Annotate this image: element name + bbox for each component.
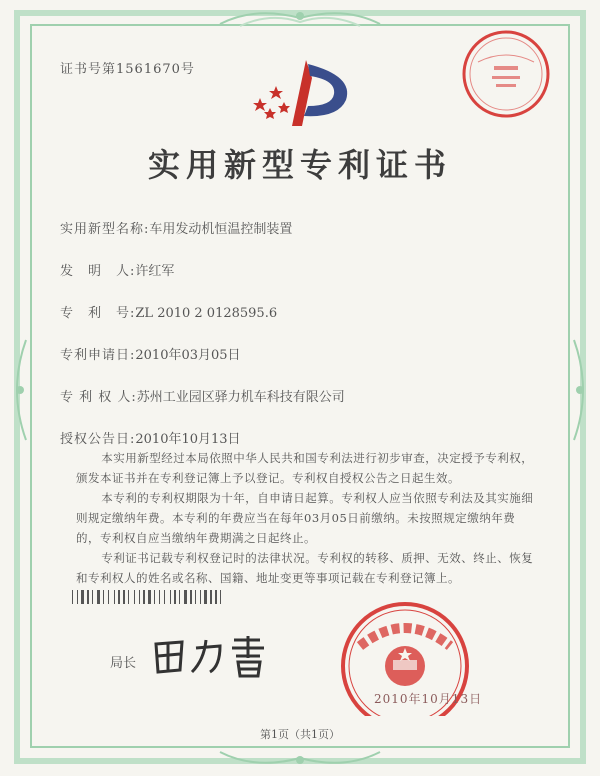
bottom-ornament [210,746,390,770]
field-value: 许红军 [135,264,175,279]
right-ornament [568,330,592,450]
field-label: 实用新型名称: [60,222,150,237]
field-label: 专利申请日: [60,348,136,363]
barcode-icon [72,590,262,604]
certificate-title: 实用新型专利证书 [147,146,452,184]
body-paragraph-1: 本实用新型经过本局依照中华人民共和国专利法进行初步审查，决定授予专利权，颁发本证书并在专利登记簿上予以登记。专利权自授权公告之日起生效。 [76,451,534,485]
field-value: 2010年10月13日 [135,432,241,447]
top-seal-icon [458,26,554,122]
body-paragraph-2: 本专利的专利权期限为十年，自申请日起算。专利权人应当依照专利法及其实施细则规定缴纳年费。本专利的年费应当在每年03月05日前缴纳。未按照规定缴纳年费的，专利权自应当缴纳年费期满之日起终止。 [76,491,534,545]
field-patentee [60,386,345,405]
field-label: 授权公告日: [60,432,136,447]
page-footer: 第1页（共1页） [260,728,340,741]
director-signature-icon [148,630,278,680]
director-label: 局长 [110,656,137,671]
field-label: 专 利 权 人: [60,390,137,405]
top-ornament [210,6,390,30]
field-label: 专 利 号: [60,306,136,321]
certificate-number: 证书号第1561670号 [60,62,195,77]
field-label: 发 明 人: [60,264,136,279]
field-utility-name [60,218,292,237]
sipo-logo-icon [246,56,356,134]
field-value: 2010年03月05日 [135,348,241,363]
field-value: ZL 2010 2 0128595.6 [135,306,278,321]
body-paragraph-3: 专利证书记载专利权登记时的法律状况。专利权的转移、质押、无效、终止、恢复和专利权人的姓名或名称、国籍、地址变更等事项记载在专利登记簿上。 [76,551,534,585]
seal-date: 2010年10月13日 [374,692,483,706]
field-inventor [60,260,174,279]
field-grant-date [60,428,241,447]
field-filing-date [60,344,241,363]
left-ornament [8,330,32,450]
field-patent-number [60,302,277,321]
field-value: 车用发动机恒温控制装置 [149,222,293,237]
field-value: 苏州工业园区驿力机车科技有限公司 [136,390,345,405]
